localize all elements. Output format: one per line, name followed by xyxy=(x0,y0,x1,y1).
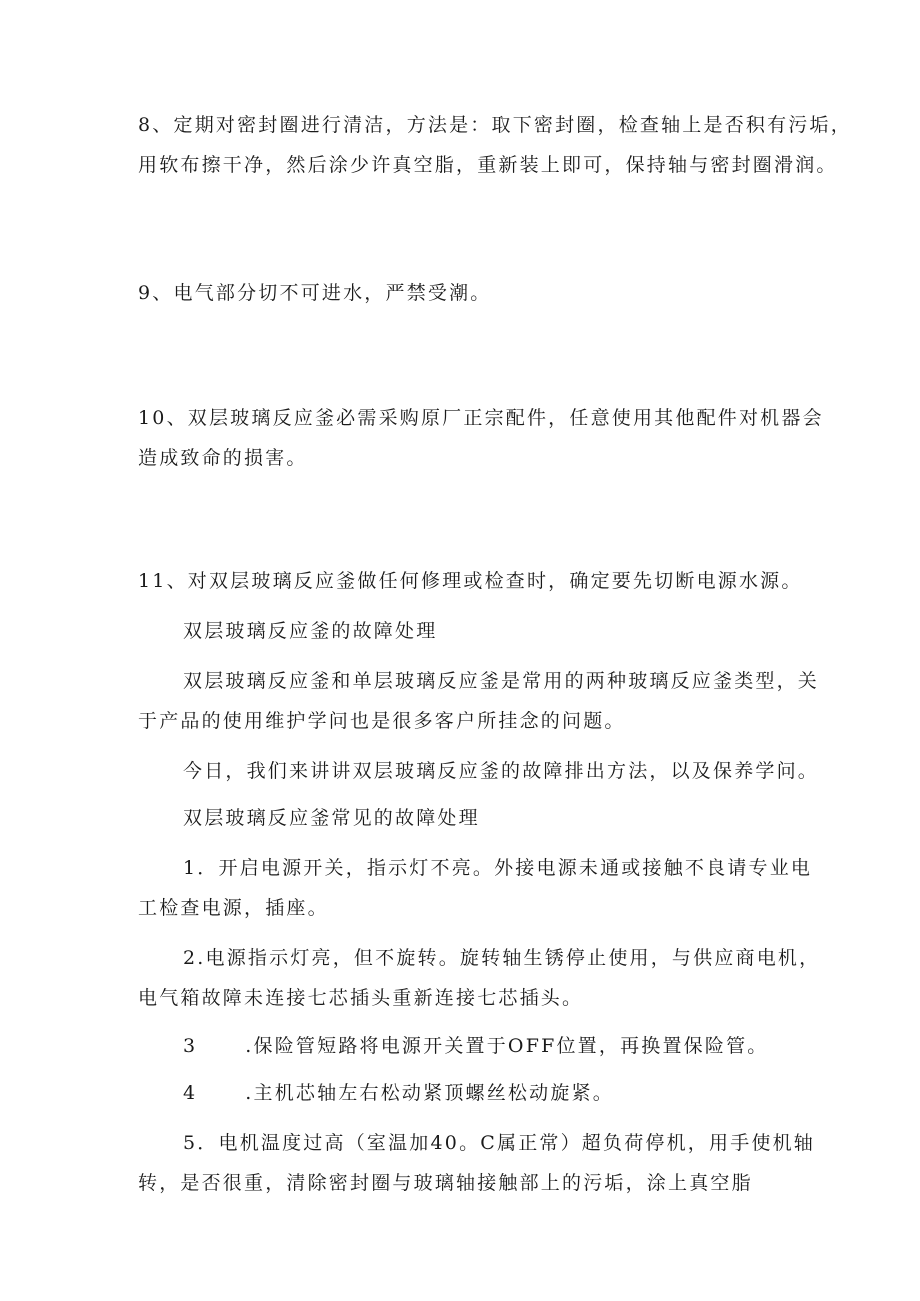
item-10-line-1: 10、双层玻璃反应釜必需采购原厂正宗配件，任意使用其他配件对机器会 xyxy=(138,407,824,429)
fault-2-line-2: 电气箱故障未连接七芯插头重新连接七芯插头。 xyxy=(138,987,584,1009)
item-8-line-2: 用软布擦干净，然后涂少许真空脂，重新装上即可，保持轴与密封圈滑润。 xyxy=(138,154,838,176)
today-paragraph: 今日，我们来讲讲双层玻璃反应釜的故障排出方法，以及保养学问。 xyxy=(183,760,820,782)
fault-4-text: .主机芯轴左右松动紧顶螺丝松动旋紧。 xyxy=(245,1082,614,1104)
fault-3 xyxy=(183,1033,768,1059)
fault-4-number: 4 xyxy=(183,1082,198,1104)
heading-fault-handling: 双层玻璃反应釜的故障处理 xyxy=(183,620,438,642)
fault-5-line-1: 5．电机温度过高（室温加40。C属正常）超负荷停机，用手使机轴 xyxy=(183,1132,816,1154)
intro-line-2: 于产品的使用维护学问也是很多客户所挂念的问题。 xyxy=(138,710,626,732)
intro-line-1: 双层玻璃反应釜和单层玻璃反应釜是常用的两种玻璃反应釜类型，关 xyxy=(183,670,820,692)
fault-5-line-2: 转，是否很重，清除密封圈与玻璃轴接触部上的污垢，涂上真空脂 xyxy=(138,1172,753,1194)
fault-1-line-1: 1．开启电源开关，指示灯不亮。外接电源未通或接触不良请专业电 xyxy=(183,857,813,879)
item-8-line-1: 8、定期对密封圈进行清洁，方法是：取下密封圈，检查轴上是否积有污垢， xyxy=(138,114,852,136)
fault-3-number: 3 xyxy=(183,1035,198,1057)
fault-1-line-2: 工检查电源，插座。 xyxy=(138,897,329,919)
item-11: 11、对双层玻璃反应釜做任何修理或检查时，确定要先切断电源水源。 xyxy=(138,570,803,592)
fault-4 xyxy=(183,1080,614,1106)
fault-3-text: .保险管短路将电源开关置于OFF位置，再换置保险管。 xyxy=(245,1035,769,1057)
heading-common-faults: 双层玻璃反应釜常见的故障处理 xyxy=(183,807,480,829)
item-10-line-2: 造成致命的损害。 xyxy=(138,447,308,469)
fault-2-line-1: 2.电源指示灯亮，但不旋转。旋转轴生锈停止使用，与供应商电机， xyxy=(183,947,821,969)
item-9: 9、电气部分切不可进水，严禁受潮。 xyxy=(138,282,492,304)
